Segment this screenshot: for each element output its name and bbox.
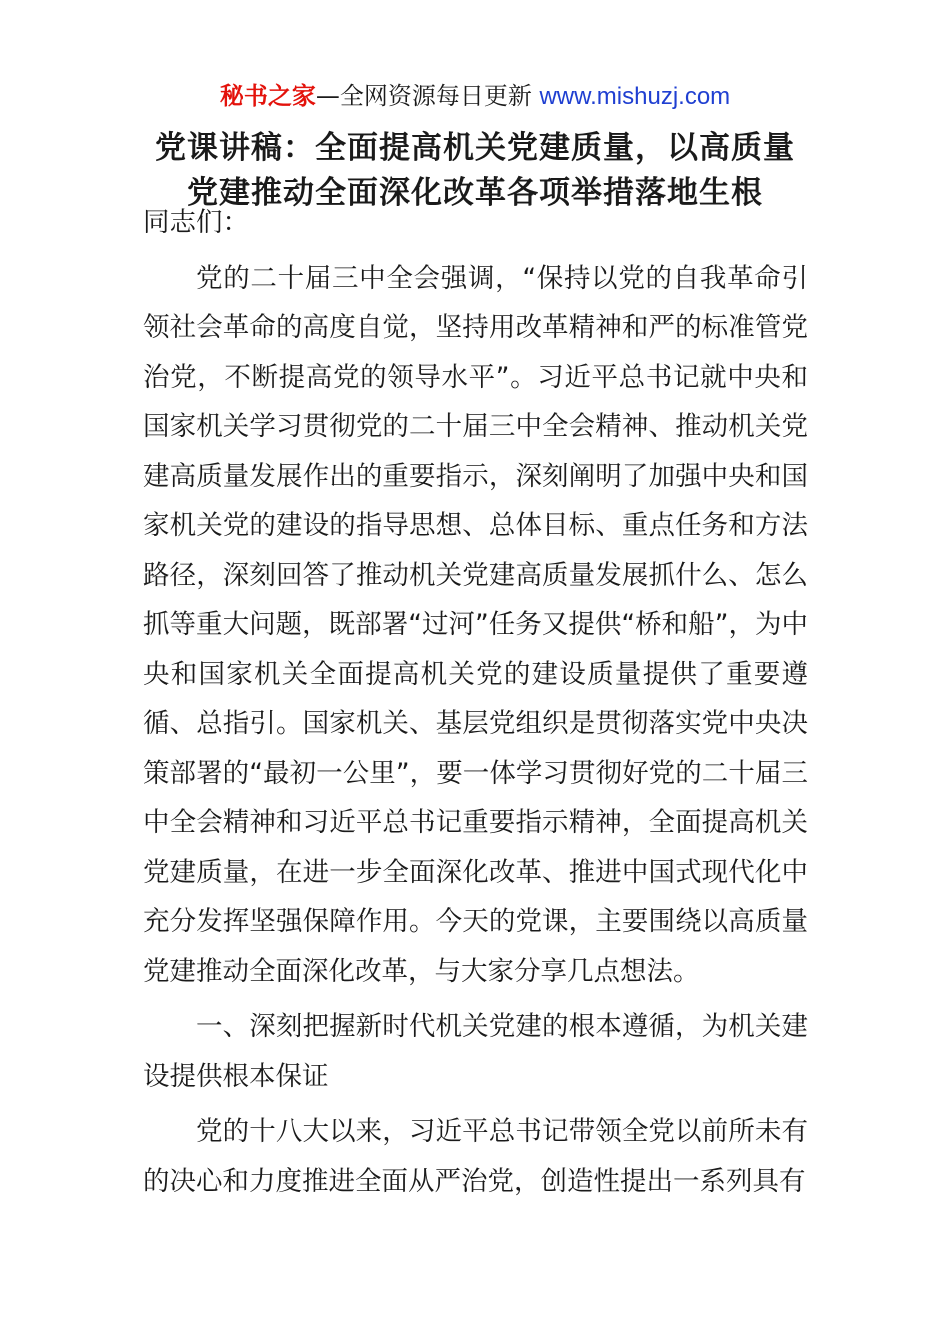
- section-heading-1: 一、深刻把握新时代机关党建的根本遵循，为机关建设提供根本保证: [143, 1011, 808, 1092]
- title-line-1: 党课讲稿：全面提高机关党建质量，以高质量: [155, 130, 795, 166]
- title-line-2: 党建推动全面深化改革各项举措落地生根: [187, 175, 763, 211]
- document-body: [143, 198, 808, 1206]
- site-tagline: —全网资源每日更新: [315, 82, 540, 110]
- paragraph-section-1: 党的十八大以来，习近平总书记带领全党以前所未有的决心和力度推进全面从严治党，创造性提出一系列具有: [143, 1116, 808, 1197]
- salutation: 同志们：: [143, 207, 249, 238]
- paragraph-intro: 党的二十届三中全会强调，“保持以党的自我革命引领社会革命的高度自觉，坚持用改革精神和严的标准管党治党，不断提高党的领导水平”。习近平总书记就中央和国家机关学习贯彻党的二十届三中全会精神、推动机关党建高质量发展作出的重要指示，深刻阐明了加强中央和国家机关党的建设的指导思想、总体目标、重点任务和方法路径，深刻回答了推动机关党建高质量发展抓什么、怎么抓等重大问题，既部署“过河”任务又提供“桥和船”，为中央和国家机关全面提高机关党的建设质量提供了重要遵循、总指引。国家机关、基层党组织是贯彻落实党中央决策部署的“最初一公里”，要一体学习贯彻好党的二十届三中全会精神和习近平总书记重要指示精神，全面提高机关党建质量，在进一步全面深化改革、推进中国式现代化中充分发挥坚强保障作用。今天的党课，主要围绕以高质量党建推动全面深化改革，与大家分享几点想法。: [143, 262, 808, 987]
- site-brand: 秘书之家: [219, 82, 316, 110]
- site-header: [0, 78, 950, 115]
- site-url[interactable]: www.mishuzj.com: [539, 83, 731, 110]
